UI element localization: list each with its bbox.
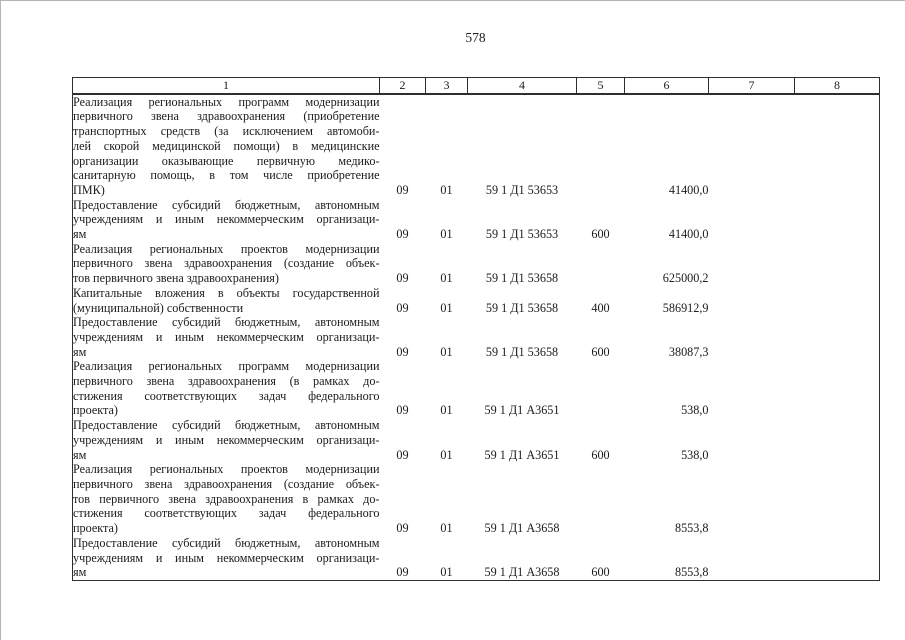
pr-cell: 01 [440,300,453,315]
column-header: 8 [795,78,880,94]
rz-cell: 09 [396,403,409,418]
row-name-cell [73,536,380,581]
amount-cell: 538,0 [681,447,709,462]
vr-cell [577,242,625,286]
row-name-line: первичного звена здравоохранения (в рамках до- [73,374,380,389]
col8-cell [795,315,880,359]
row-name-line: Предоставление субсидий бюджетным, автономным [73,315,380,330]
vr-cell [577,462,625,536]
row-name-line: первичного звена здравоохранения (создание объек- [73,256,380,271]
amount-cell: 586912,9 [662,300,709,315]
row-name-line: Предоставление субсидий бюджетным, автономным [73,535,380,550]
row-name-line: учреждениям и иным некоммерческим организаци- [73,550,380,565]
table-body [73,94,880,581]
col7-cell [709,198,795,242]
row-name-line: Реализация региональных проектов модернизации [73,241,380,256]
amount-cell: 8553,8 [674,521,709,536]
row-name-line: проекта) [73,403,118,418]
rz-cell: 09 [396,271,409,286]
rz-cell: 09 [396,182,409,197]
vr-cell: 600 [591,344,610,359]
row-name-line: учреждениям и иным некоммерческим организаци- [73,329,380,344]
table-row [73,286,880,315]
vr-cell: 600 [591,227,610,242]
column-header: 5 [577,78,625,94]
csr-cell: 59 1 Д1 53658 [485,271,559,286]
col7-cell [709,418,795,462]
col7-cell [709,462,795,536]
row-name-line: Предоставление субсидий бюджетным, автономным [73,418,380,433]
row-name-line: учреждениям и иным некоммерческим организаци- [73,432,380,447]
pr-cell: 01 [440,344,453,359]
row-name-cell [73,94,380,198]
table-row [73,198,880,242]
row-name-line: тов первичного звена здравоохранения) [73,271,279,286]
col8-cell [795,359,880,418]
csr-cell: 59 1 Д1 53658 [485,344,559,359]
col8-cell [795,286,880,315]
col7-cell [709,536,795,581]
col7-cell [709,315,795,359]
table-row [73,242,880,286]
row-name-line: проекта) [73,521,118,536]
row-name-line: Предоставление субсидий бюджетным, автономным [73,197,380,212]
pr-cell: 01 [440,447,453,462]
pr-cell: 01 [440,521,453,536]
column-header: 3 [426,78,468,94]
amount-cell: 538,0 [681,403,709,418]
row-name-line: первичного звена здравоохранения (создание объек- [73,476,380,491]
row-name-cell [73,462,380,536]
row-name-line: стижения соответствующих задач федерального [73,506,380,521]
column-header: 2 [380,78,426,94]
row-name-line: ям [73,565,87,580]
row-name-line: санитарную помощь, в том числе приобретение [73,168,380,183]
rz-cell: 09 [396,565,409,580]
row-name-line: учреждениям и иным некоммерческим организаци- [73,212,380,227]
row-name-line: ям [73,227,87,242]
table-row [73,536,880,581]
col8-cell [795,462,880,536]
rz-cell: 09 [396,344,409,359]
row-name-line: транспортных средств (за исключением автомоби- [73,124,380,139]
page-number: 578 [465,30,486,45]
col8-cell [795,536,880,581]
csr-cell: 59 1 Д1 А3658 [484,565,560,580]
column-header: 1 [73,78,380,94]
col7-cell [709,94,795,198]
row-name-line: Реализация региональных программ модернизации [73,359,380,374]
col8-cell [795,418,880,462]
rz-cell: 09 [396,300,409,315]
row-name-cell [73,198,380,242]
pr-cell: 01 [440,403,453,418]
vr-cell: 600 [591,447,610,462]
pr-cell: 01 [440,565,453,580]
row-name-cell [73,242,380,286]
row-name-cell [73,359,380,418]
csr-cell: 59 1 Д1 А3658 [484,521,560,536]
row-name-line: стижения соответствующих задач федерального [73,388,380,403]
csr-cell: 59 1 Д1 А3651 [484,447,560,462]
amount-cell: 625000,2 [662,271,709,286]
table-row [73,418,880,462]
rz-cell: 09 [396,447,409,462]
row-name-line: ПМК) [73,182,105,197]
amount-cell: 41400,0 [668,182,709,197]
pr-cell: 01 [440,227,453,242]
column-header: 7 [709,78,795,94]
col7-cell [709,286,795,315]
row-name-line: организации оказывающие первичную медико- [73,153,380,168]
csr-cell: 59 1 Д1 53653 [485,182,559,197]
row-name-cell [73,418,380,462]
table-row [73,315,880,359]
row-name-cell [73,315,380,359]
row-name-line: Реализация региональных программ модернизации [73,94,380,109]
row-name-line: ям [73,447,87,462]
table-header-row [73,78,880,94]
row-name-line: Реализация региональных проектов модернизации [73,462,380,477]
vr-cell: 400 [591,300,610,315]
budget-table [72,77,880,581]
vr-cell: 600 [591,565,610,580]
pr-cell: 01 [440,182,453,197]
vr-cell [577,359,625,418]
rz-cell: 09 [396,227,409,242]
row-name-line: первичного звена здравоохранения (приобретение [73,109,380,124]
column-header: 6 [625,78,709,94]
row-name-cell [73,286,380,315]
row-name-line: Капитальные вложения в объекты государственной [73,285,380,300]
row-name-line: тов первичного звена здравоохранения в рамках до- [73,491,380,506]
csr-cell: 59 1 Д1 А3651 [484,403,560,418]
col8-cell [795,198,880,242]
csr-cell: 59 1 Д1 53653 [485,227,559,242]
row-name-line: (муниципальной) собственности [73,300,244,315]
amount-cell: 38087,3 [668,344,709,359]
col8-cell [795,94,880,198]
rz-cell: 09 [396,521,409,536]
column-header: 4 [468,78,577,94]
row-name-line: ям [73,344,87,359]
vr-cell [577,94,625,198]
amount-cell: 41400,0 [668,227,709,242]
amount-cell: 8553,8 [674,565,709,580]
row-name-line: лей скорой медицинской помощи) в медицинские [73,138,380,153]
col8-cell [795,242,880,286]
table-row [73,359,880,418]
table-row [73,462,880,536]
csr-cell: 59 1 Д1 53658 [485,300,559,315]
table-row [73,94,880,198]
col7-cell [709,242,795,286]
col7-cell [709,359,795,418]
pr-cell: 01 [440,271,453,286]
